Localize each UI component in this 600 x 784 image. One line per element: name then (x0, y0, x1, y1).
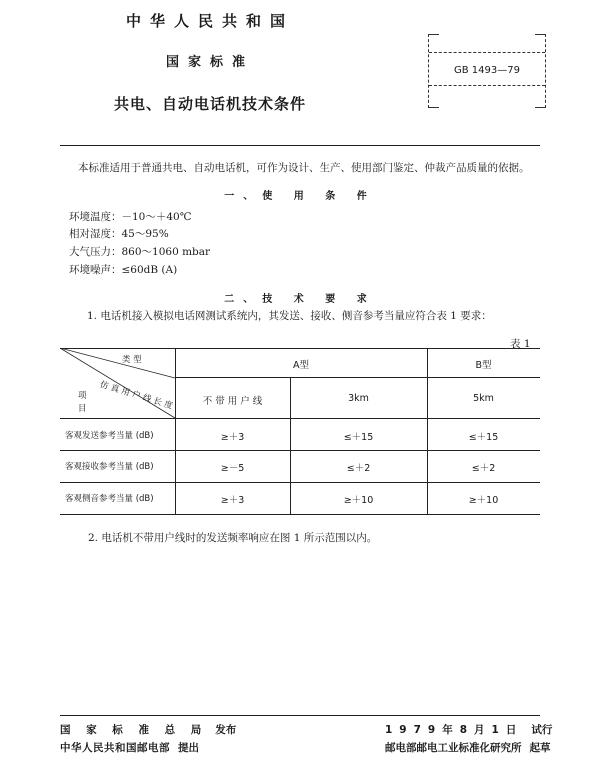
condition-temperature: 环境温度：－10～＋40℃ (69, 211, 192, 223)
condition-humidity: 相对湿度：45～95% (69, 228, 169, 240)
trial-date: 1979年8月1日 (385, 724, 524, 736)
proposer-action: 提出 (178, 742, 199, 754)
drafter-action: 起草 (529, 742, 551, 754)
trial-action: 试行 (531, 724, 553, 736)
row-send-label: 客观发送参考当量 (dB) (65, 431, 154, 441)
condition-noise: 环境噪声：≤60dB (A) (69, 264, 178, 276)
row-send-a-3km: ≤＋15 (343, 432, 374, 443)
row-send-b-5km: ≤＋15 (468, 432, 499, 443)
row-sidetone-b-5km: ≥＋10 (468, 495, 499, 506)
corner-item-label: 项 目 (78, 391, 87, 414)
header-type-a: A型 (293, 360, 309, 371)
standard-number: GB 1493—79 (454, 65, 520, 76)
row-sidetone-a-3km: ≥＋10 (343, 495, 374, 506)
row-receive-a-3km: ≤＋2 (346, 463, 371, 474)
row-send-a-noline: ≥＋3 (220, 432, 245, 443)
row-receive-b-5km: ≤＋2 (471, 463, 496, 474)
row-sidetone-label: 客观侧音参考当量 (dB) (65, 494, 154, 504)
requirement-1: 1. 电话机接入模拟电话网测试系统内，其发送、接收、侧音参考当量应符合表 1 要求： (87, 310, 492, 322)
header-5km: 5km (473, 393, 494, 404)
top-divider (60, 145, 540, 146)
footer-drafter (385, 740, 551, 755)
table-caption: 表 1 (510, 338, 531, 350)
row-receive-label: 客观接收参考当量 (dB) (65, 462, 154, 472)
condition-pressure: 大气压力：860～1060 mbar (69, 246, 211, 258)
proposer-org: 中华人民共和国邮电部 (60, 742, 170, 754)
corner-length-label: 仿 真 用 户 线 长 度 (98, 379, 174, 412)
drafter-org: 邮电部邮电工业标准化研究所 (385, 742, 522, 754)
row-sidetone-a-noline: ≥＋3 (220, 495, 245, 506)
footer-trial-date (385, 722, 552, 737)
country-heading: 中华人民共和国 (125, 12, 294, 30)
section-2-heading: 二、技 术 要 求 (224, 294, 376, 305)
standard-label: 国家标准 (165, 55, 254, 70)
scope-paragraph: 本标准适用于普通共电、自动电话机，可作为设计、生产、使用部门鉴定、仲裁产品质量的依据。 (78, 162, 530, 174)
table-1 (60, 348, 540, 516)
row-receive-a-noline: ≥－5 (220, 463, 245, 474)
publisher-action: 发布 (215, 724, 237, 736)
header-no-line: 不 带 用 户 线 (202, 396, 263, 407)
corner-type-label: 类 型 (122, 355, 142, 365)
bottom-divider (60, 715, 540, 716)
footer-proposer (60, 740, 199, 755)
standard-number-box (428, 34, 546, 108)
header-3km: 3km (348, 393, 369, 404)
section-1-heading: 一、使 用 条 件 (224, 191, 376, 202)
document-title: 共电、自动电话机技术条件 (113, 95, 306, 113)
publisher-org: 国 家 标 准 总 局 (60, 724, 208, 736)
requirement-2: 2. 电话机不带用户线时的发送频率响应在图 1 所示范围以内。 (88, 532, 378, 544)
header-type-b: B型 (475, 360, 492, 371)
footer-publisher (60, 722, 236, 737)
